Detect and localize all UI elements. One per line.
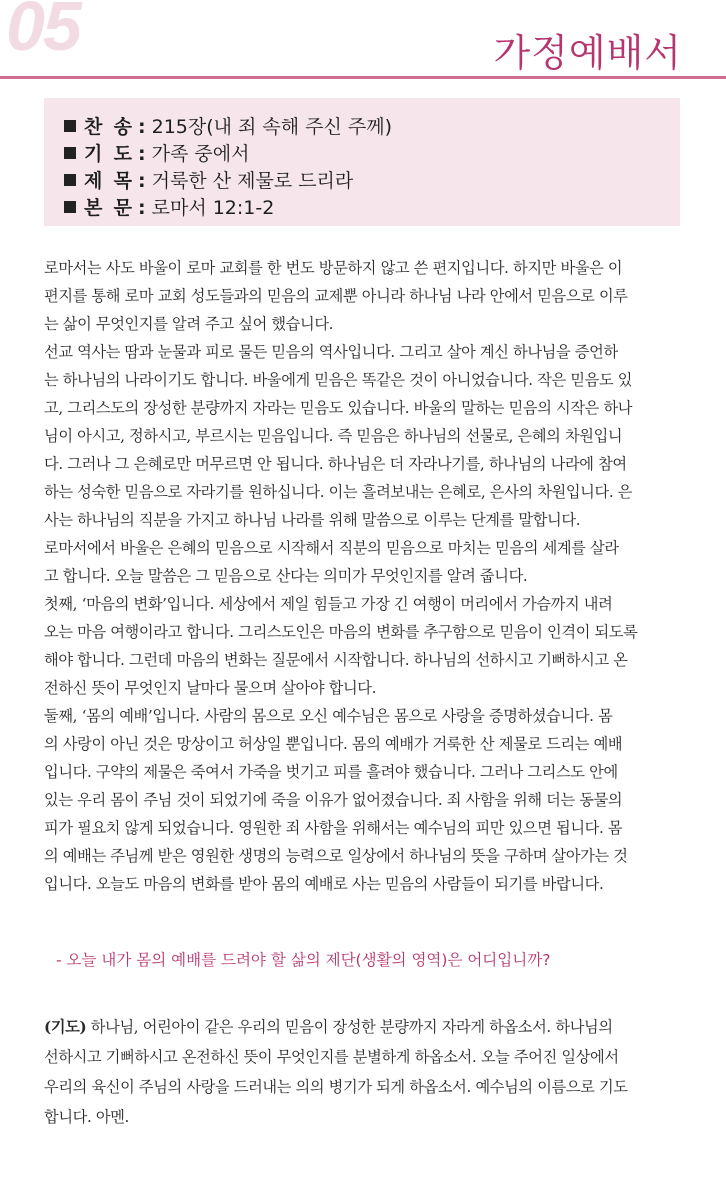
info-value: 215장(내 죄 속해 주신 주께): [151, 116, 393, 138]
prayer-text: 하나님, 어린아이 같은 우리의 믿음이 장성한 분량까지 자라게 하옵소서. 하나님의: [86, 1018, 613, 1036]
closing-prayer: [44, 1012, 684, 1132]
prayer-line: 선하시고 기뻐하시고 온전하신 뜻이 무엇인지를 분별하게 하옵소서. 오늘 주어진 일상에서: [44, 1048, 619, 1066]
info-label: 기 도: [84, 143, 132, 165]
worship-info-box: [44, 98, 680, 226]
square-bullet-icon: [64, 147, 76, 159]
body-line: 로마서는 사도 바울이 로마 교회를 한 번도 방문하지 않고 쓴 편지입니다. 하지만 바울은 이: [44, 259, 623, 277]
info-label: 찬 송: [84, 116, 132, 138]
info-row-hymn: 찬 송 : 215장(내 죄 속해 주신 주께): [64, 112, 392, 139]
body-line: 해야 합니다. 그런데 마음의 변화는 질문에서 시작합니다. 하나님의 선하시고 기뻐하시고 온: [44, 651, 628, 669]
title-divider: [0, 76, 726, 79]
body-line: 편지를 통해 로마 교회 성도들과의 믿음의 교제뿐 아니라 하나님 나라 안에서 믿음으로 이루: [44, 287, 628, 305]
body-line: 둘째, ‘몸의 예배’입니다. 사람의 몸으로 오신 예수님은 몸으로 사랑을 증명하셨습니다. 몸: [44, 707, 613, 725]
body-line: 는 삶이 무엇인지를 알려 주고 싶어 했습니다.: [44, 315, 334, 333]
body-line: 의 예배는 주님께 받은 영원한 생명의 능력으로 일상에서 하나님의 뜻을 구하며 살아가는 것: [44, 847, 628, 865]
prayer-line: 우리의 육신이 주님의 사랑을 드러내는 의의 병기가 되게 하옵소서. 예수님의 이름으로 기도: [44, 1078, 628, 1096]
sermon-body: [44, 254, 682, 898]
body-line: 피가 필요치 않게 되었습니다. 영원한 죄 사함을 위해서는 예수님의 피만 있으면 됩니다. 몸: [44, 819, 623, 837]
body-line: 있는 우리 몸이 주님 것이 되었기에 죽을 이유가 없어졌습니다. 죄 사함을 위해 더는 동물의: [44, 791, 623, 809]
body-line: 다. 그러나 그 은혜로만 머무르면 안 됩니다. 하나님은 더 자라나기를, 하나님의 나라에 참여: [44, 455, 627, 473]
info-row-prayer: 기 도 : 가족 중에서: [64, 139, 249, 166]
info-value: 거룩한 산 제물로 드리라: [151, 170, 354, 192]
info-row-subject: 제 목 : 거룩한 산 제물로 드리라: [64, 166, 353, 193]
body-line: 고, 그리스도의 장성한 분량까지 자라는 믿음도 있습니다. 바울의 말하는 믿음의 시작은 하나: [44, 399, 633, 417]
prayer-line: 합니다. 아멘.: [44, 1108, 130, 1126]
info-value: 가족 중에서: [151, 143, 250, 165]
body-line: 로마서에서 바울은 은혜의 믿음으로 시작해서 직분의 믿음으로 마치는 믿음의 세계를 살라: [44, 539, 619, 557]
body-line: 하는 성숙한 믿음으로 자라기를 원하십니다. 이는 흘려보내는 은혜로, 은사의 차원입니다. 은: [44, 483, 633, 501]
prayer-label: (기도): [44, 1018, 87, 1036]
info-value: 로마서 12:1-2: [151, 197, 275, 219]
info-label: 본 문: [84, 197, 132, 219]
body-line: 사는 하나님의 직분을 가지고 하나님 나라를 위해 말씀으로 이루는 단계를 말합니다.: [44, 511, 581, 529]
body-line: 입니다. 구약의 제물은 죽여서 가죽을 벗기고 피를 흘려야 했습니다. 그러나 그리스도 안에: [44, 763, 618, 781]
body-line: 입니다. 오늘도 마음의 변화를 받아 몸의 예배로 사는 믿음의 사람들이 되기를 바랍니다.: [44, 875, 604, 893]
reflection-question: - 오늘 내가 몸의 예배를 드려야 할 삶의 제단(생활의 영역)은 어디입니까?: [56, 951, 551, 969]
page-title: 가정예배서: [493, 31, 682, 75]
page-number: 05: [6, 0, 80, 65]
body-line: 첫째, ‘마음의 변화’입니다. 세상에서 제일 힘들고 가장 긴 여행이 머리에서 가슴까지 내려: [44, 595, 613, 613]
info-label: 제 목: [84, 170, 132, 192]
square-bullet-icon: [64, 174, 76, 186]
square-bullet-icon: [64, 120, 76, 132]
body-line: 의 사랑이 아닌 것은 망상이고 허상일 뿐입니다. 몸의 예배가 거룩한 산 제물로 드리는 예배: [44, 735, 623, 753]
body-line: 선교 역사는 땀과 눈물과 피로 물든 믿음의 역사입니다. 그리고 살아 계신 하나님을 증언하: [44, 343, 618, 361]
prayer-line: [44, 1012, 684, 1042]
body-line: 오는 마음 여행이라고 합니다. 그리스도인은 마음의 변화를 추구함으로 믿음이 인격이 되도록: [44, 623, 638, 641]
body-line: 전하신 뜻이 무엇인지 날마다 물으며 살아야 합니다.: [44, 679, 377, 697]
info-row-scripture: 본 문 : 로마서 12:1-2: [64, 193, 274, 220]
square-bullet-icon: [64, 201, 76, 213]
body-line: 는 하나님의 나라이기도 합니다. 바울에게 믿음은 똑같은 것이 아니었습니다. 작은 믿음도 있: [44, 371, 633, 389]
body-line: 고 합니다. 오늘 말씀은 그 믿음으로 산다는 의미가 무엇인지를 알려 줍니다.: [44, 567, 528, 585]
body-line: 님이 아시고, 정하시고, 부르시는 믿음입니다. 즉 믿음은 하나님의 선물로, 은혜의 차원입니: [44, 427, 623, 445]
